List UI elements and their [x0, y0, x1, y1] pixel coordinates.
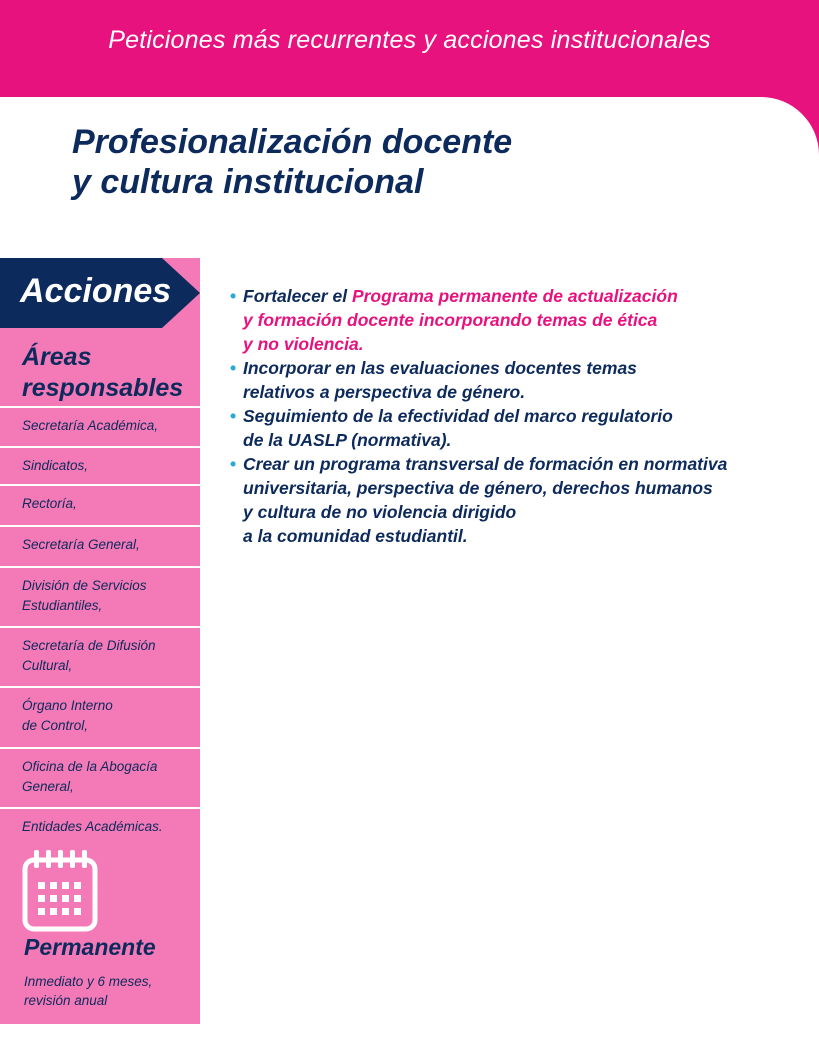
header-title: Peticiones más recurrentes y acciones institucionales: [108, 26, 711, 54]
calendar-icon: [22, 848, 98, 937]
highlight-text: y no violencia.: [243, 334, 364, 354]
area-item: Secretaría Académica,: [0, 406, 200, 446]
area-item: Secretaría General,: [0, 525, 200, 566]
area-item: Entidades Académicas.: [0, 807, 200, 847]
section-heading: [72, 122, 512, 202]
action-item: • Crear un programa transversal de formación en normativa universitaria, perspectiva de género, derechos humanos y cultura de no violencia dirigido a la comunidad estudiantil.: [230, 454, 728, 546]
highlight-text: Programa permanente de actualización: [351, 286, 678, 306]
highlight-text: y formación docente incorporando temas de ética: [243, 310, 658, 330]
area-item: Secretaría de Difusión Cultural,: [0, 626, 200, 686]
section-heading-line2: y cultura institucional: [72, 163, 424, 201]
frequency-label: Permanente: [24, 934, 156, 960]
bullet-icon: •: [230, 358, 237, 378]
area-item: Rectoría,: [0, 484, 200, 525]
area-item: Oficina de la Abogacía General,: [0, 747, 200, 807]
section-heading-line1: Profesionalización docente: [72, 123, 513, 161]
action-item: • Seguimiento de la efectividad del marco regulatorio de la UASLP (normativa).: [230, 406, 673, 450]
timeline-label: Inmediato y 6 meses, revisión anual: [24, 974, 153, 1008]
acciones-label: Acciones: [20, 272, 172, 310]
actions-list: [230, 284, 800, 548]
bullet-icon: •: [230, 406, 237, 426]
acciones-banner: [0, 258, 200, 328]
area-item: Sindicatos,: [0, 446, 200, 484]
action-item: • Fortalecer el Programa permanente de actualización y formación docente incorporando temas de ética y no violencia.: [230, 284, 800, 356]
area-item: Órgano Interno de Control,: [0, 686, 200, 747]
action-item: • Incorporar en las evaluaciones docentes temas relativos a perspectiva de género.: [230, 358, 637, 402]
bullet-icon: •: [230, 286, 237, 306]
areas-title-line2: responsables: [22, 374, 184, 402]
bullet-icon: •: [230, 454, 237, 474]
calendar-icon-graphic: [22, 848, 98, 932]
area-item: División de Servicios Estudiantiles,: [0, 566, 200, 626]
areas-title-line1: Áreas: [22, 343, 92, 371]
areas-title: [22, 342, 183, 404]
